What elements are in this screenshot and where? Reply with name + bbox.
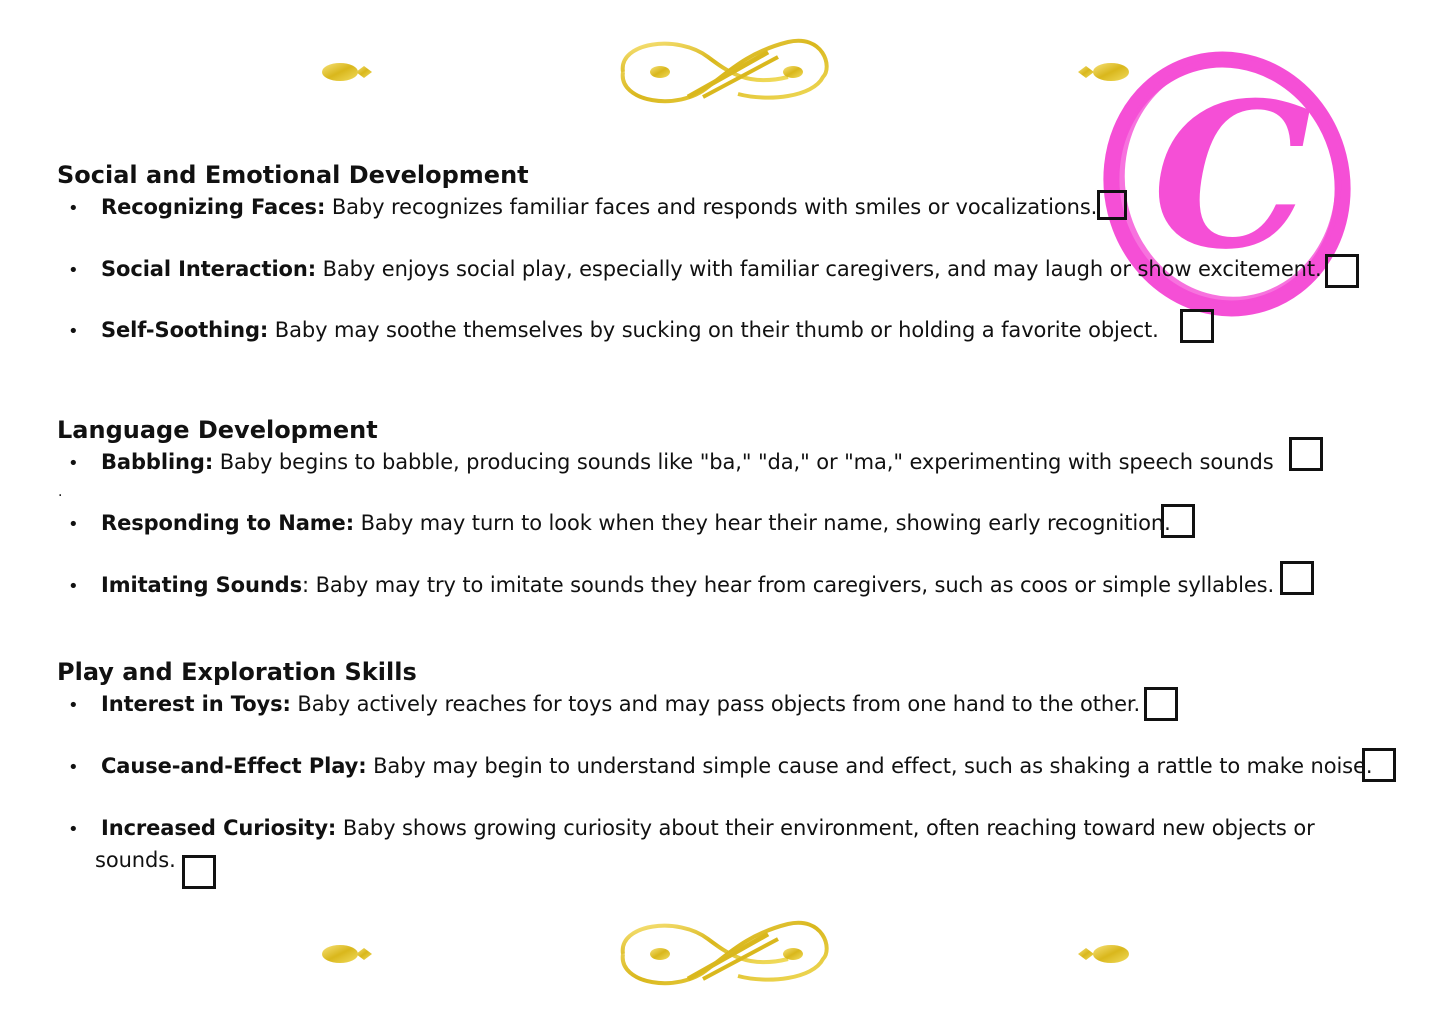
top-ornament-divider <box>318 32 1133 112</box>
item-term: Social Interaction: <box>101 257 317 281</box>
item-text: : Baby may try to imitate sounds they hear from caregivers, such as coos or simple syllables. <box>302 573 1275 597</box>
bullet-marker: • <box>68 321 79 342</box>
list-item-increased-curiosity <box>68 813 1338 875</box>
item-text: Baby may soothe themselves by sucking on their thumb or holding a favorite object. <box>268 318 1159 342</box>
checkbox-recognizing-faces[interactable] <box>1097 190 1127 220</box>
section-title-play-exploration: Play and Exploration Skills <box>57 658 417 686</box>
bullet-marker: • <box>68 260 79 281</box>
item-term: Imitating Sounds <box>101 573 303 597</box>
bullet-marker: • <box>68 576 79 597</box>
item-term: Self-Soothing: <box>101 318 269 342</box>
checkbox-increased-curiosity[interactable] <box>182 855 216 889</box>
item-term: Increased Curiosity: <box>101 816 337 840</box>
bullet-marker: • <box>68 198 79 219</box>
stray-mark: . <box>58 484 63 500</box>
list-item-imitating-sounds <box>68 570 1274 602</box>
item-term: Babbling: <box>101 450 214 474</box>
list-item-babbling <box>68 447 1274 479</box>
section-title-social-emotional: Social and Emotional Development <box>57 161 529 189</box>
bullet-marker: • <box>68 695 79 716</box>
checkbox-babbling[interactable] <box>1289 437 1323 471</box>
checkbox-social-interaction[interactable] <box>1325 254 1359 288</box>
item-text: Baby recognizes familiar faces and responds with smiles or vocalizations. <box>325 195 1098 219</box>
watermark-letter: C <box>1152 59 1312 294</box>
section-title-language: Language Development <box>57 416 378 444</box>
item-text: Baby may begin to understand simple cause and effect, such as shaking a rattle to make noise. <box>366 754 1373 778</box>
checkbox-interest-in-toys[interactable] <box>1144 687 1178 721</box>
checkbox-cause-and-effect[interactable] <box>1362 748 1396 782</box>
bottom-ornament-divider <box>318 914 1133 994</box>
checkbox-self-soothing[interactable] <box>1180 309 1214 343</box>
bullet-marker: • <box>68 819 79 840</box>
checkbox-imitating-sounds[interactable] <box>1280 561 1314 595</box>
item-term: Cause-and-Effect Play: <box>101 754 367 778</box>
item-text: Baby may turn to look when they hear their name, showing early recognition. <box>354 511 1171 535</box>
item-text: Baby actively reaches for toys and may pass objects from one hand to the other. <box>290 692 1141 716</box>
item-text: Baby shows growing curiosity about their environment, often reaching toward new objects or <box>336 816 1315 840</box>
item-term: Recognizing Faces: <box>101 195 326 219</box>
item-text-continuation: sounds. <box>95 848 176 872</box>
list-item-cause-and-effect <box>68 751 1372 783</box>
list-item-social-interaction <box>68 254 1322 286</box>
item-text: Baby begins to babble, producing sounds like "ba," "da," or "ma," experimenting with speech sounds <box>213 450 1274 474</box>
list-item-interest-in-toys <box>68 689 1140 721</box>
list-item-responding-to-name <box>68 508 1171 540</box>
bullet-marker: • <box>68 757 79 778</box>
bullet-marker: • <box>68 453 79 474</box>
list-item-recognizing-faces <box>68 192 1097 224</box>
item-term: Responding to Name: <box>101 511 354 535</box>
checkbox-responding-to-name[interactable] <box>1161 504 1195 538</box>
list-item-self-soothing <box>68 315 1159 347</box>
item-text: Baby enjoys social play, especially with familiar caregivers, and may laugh or show excitement. <box>316 257 1322 281</box>
bullet-marker: • <box>68 514 79 535</box>
item-term: Interest in Toys: <box>101 692 291 716</box>
